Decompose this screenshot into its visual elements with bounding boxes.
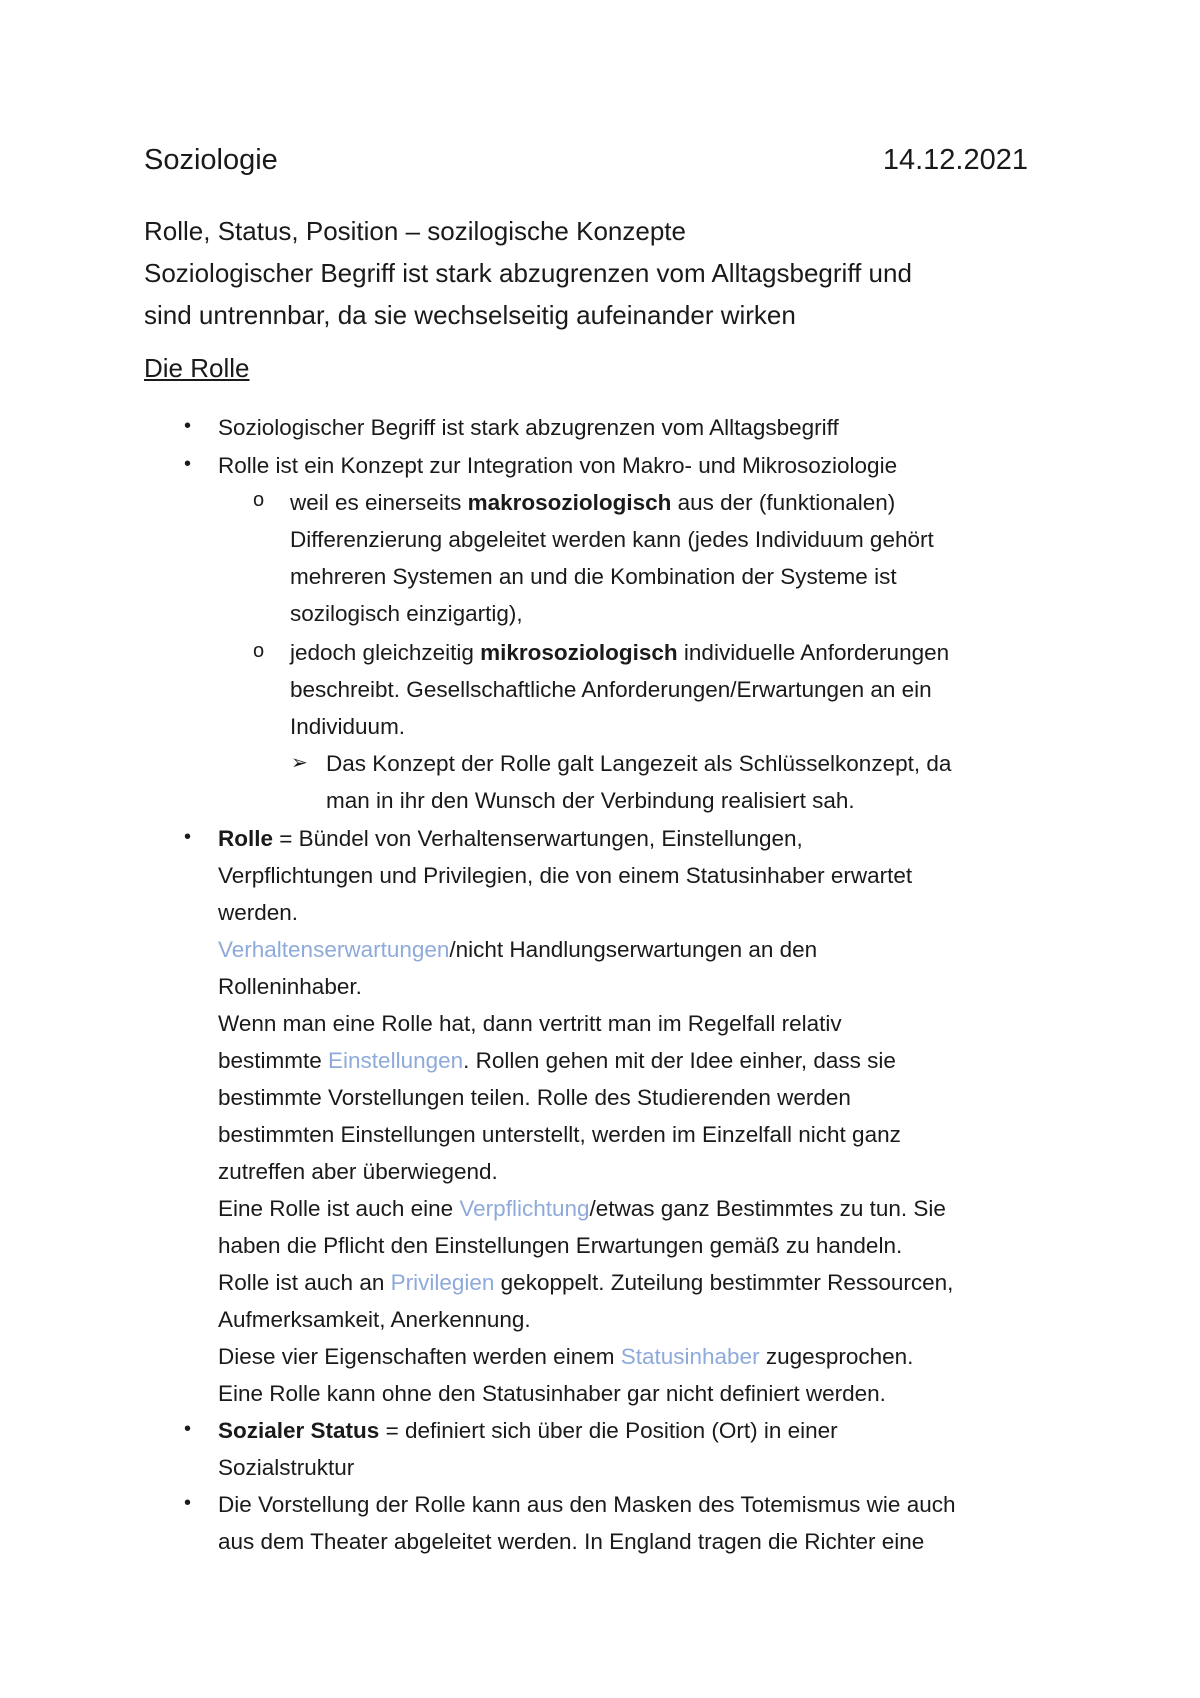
arrow-bullet-icon: ➢: [291, 752, 308, 774]
bold-term: Rolle: [218, 826, 274, 851]
highlighted-term: Verhaltenserwartungen: [218, 937, 450, 962]
list-item-line: Eine Rolle kann ohne den Statusinhaber gar nicht definiert werden.: [218, 1381, 886, 1406]
list-item-line: haben die Pflicht den Einstellungen Erwartungen gemäß zu handeln.: [218, 1233, 903, 1258]
list-item-line: zutreffen aber überwiegend.: [218, 1159, 498, 1184]
sub-item-line: weil es einerseits makrosoziologisch aus der (funktionalen): [290, 490, 896, 515]
highlighted-term: Statusinhaber: [620, 1344, 760, 1369]
intro-line: Soziologischer Begriff ist stark abzugrenzen vom Alltagsbegriff und: [144, 258, 912, 288]
document-date: 14.12.2021: [882, 144, 1028, 176]
list-item-line: bestimmten Einstellungen unterstellt, werden im Einzelfall nicht ganz: [218, 1122, 901, 1147]
list-item: Rolle ist ein Konzept zur Integration von Makro- und Mikrosoziologie: [218, 453, 898, 478]
highlighted-term: Verpflichtung: [459, 1196, 590, 1221]
sub-item-line: Individuum.: [290, 714, 406, 739]
subtitle: Rolle, Status, Position – sozilogische Konzepte: [144, 216, 686, 246]
sub-bullet-icon: o: [253, 489, 265, 511]
list-item-line: Rolleninhaber.: [218, 974, 362, 999]
list-item-line: Aufmerksamkeit, Anerkennung.: [218, 1307, 531, 1332]
bullet-icon: •: [184, 1418, 192, 1440]
list-item-line: Verhaltenserwartungen/nicht Handlungserwartungen an den: [218, 937, 818, 962]
list-item-line: bestimmte Einstellungen. Rollen gehen mit der Idee einher, dass sie: [218, 1048, 896, 1073]
list-item-line: Verpflichtungen und Privilegien, die von einem Statusinhaber erwartet: [218, 863, 913, 888]
bullet-icon: •: [184, 1492, 192, 1514]
sub-item-line: mehreren Systemen an und die Kombination der Systeme ist: [290, 564, 897, 589]
document-title: Soziologie: [144, 144, 278, 176]
list-item-line: werden.: [218, 900, 299, 925]
list-item: Soziologischer Begriff ist stark abzugrenzen vom Alltagsbegriff: [218, 415, 839, 440]
list-item-line: Rolle = Bündel von Verhaltenserwartungen, Einstellungen,: [218, 826, 803, 851]
bullet-icon: •: [184, 453, 192, 475]
list-item-line: aus dem Theater abgeleitet werden. In England tragen die Richter eine: [218, 1529, 925, 1554]
list-item-line: Wenn man eine Rolle hat, dann vertritt man im Regelfall relativ: [218, 1011, 842, 1036]
highlighted-term: Einstellungen: [328, 1048, 464, 1073]
arrow-item-line: man in ihr den Wunsch der Verbindung realisiert sah.: [326, 788, 855, 813]
list-item-line: Rolle ist auch an Privilegien gekoppelt. Zuteilung bestimmter Ressourcen,: [218, 1270, 954, 1295]
bullet-icon: •: [184, 826, 192, 848]
list-item-line: bestimmte Vorstellungen teilen. Rolle des Studierenden werden: [218, 1085, 851, 1110]
intro-line: sind untrennbar, da sie wechselseitig aufeinander wirken: [144, 300, 796, 330]
highlighted-term: Privilegien: [390, 1270, 495, 1295]
section-heading: Die Rolle: [144, 353, 250, 383]
sub-bullet-icon: o: [253, 640, 265, 662]
bold-term: Sozialer Status: [218, 1418, 380, 1443]
sub-item-line: jedoch gleichzeitig mikrosoziologisch individuelle Anforderungen: [290, 640, 950, 665]
bold-term: makrosoziologisch: [467, 490, 672, 515]
list-item-line: Sozialer Status = definiert sich über die Position (Ort) in einer: [218, 1418, 838, 1443]
header: [144, 144, 1028, 188]
intro-block: [144, 210, 1044, 336]
list-item-line: Eine Rolle ist auch eine Verpflichtung/etwas ganz Bestimmtes zu tun. Sie: [218, 1196, 946, 1221]
list-item-line: Diese vier Eigenschaften werden einem Statusinhaber zugesprochen.: [218, 1344, 914, 1369]
arrow-item-line: Das Konzept der Rolle galt Langezeit als Schlüsselkonzept, da: [326, 751, 952, 776]
bullet-icon: •: [184, 415, 192, 437]
bold-term: mikrosoziologisch: [480, 640, 678, 665]
sub-item-line: beschreibt. Gesellschaftliche Anforderungen/Erwartungen an ein: [290, 677, 932, 702]
list-item-line: Die Vorstellung der Rolle kann aus den Masken des Totemismus wie auch: [218, 1492, 956, 1517]
sub-item-line: Differenzierung abgeleitet werden kann (jedes Individuum gehört: [290, 527, 934, 552]
list-item-line: Sozialstruktur: [218, 1455, 355, 1480]
sub-item-line: sozilogisch einzigartig),: [290, 601, 523, 626]
